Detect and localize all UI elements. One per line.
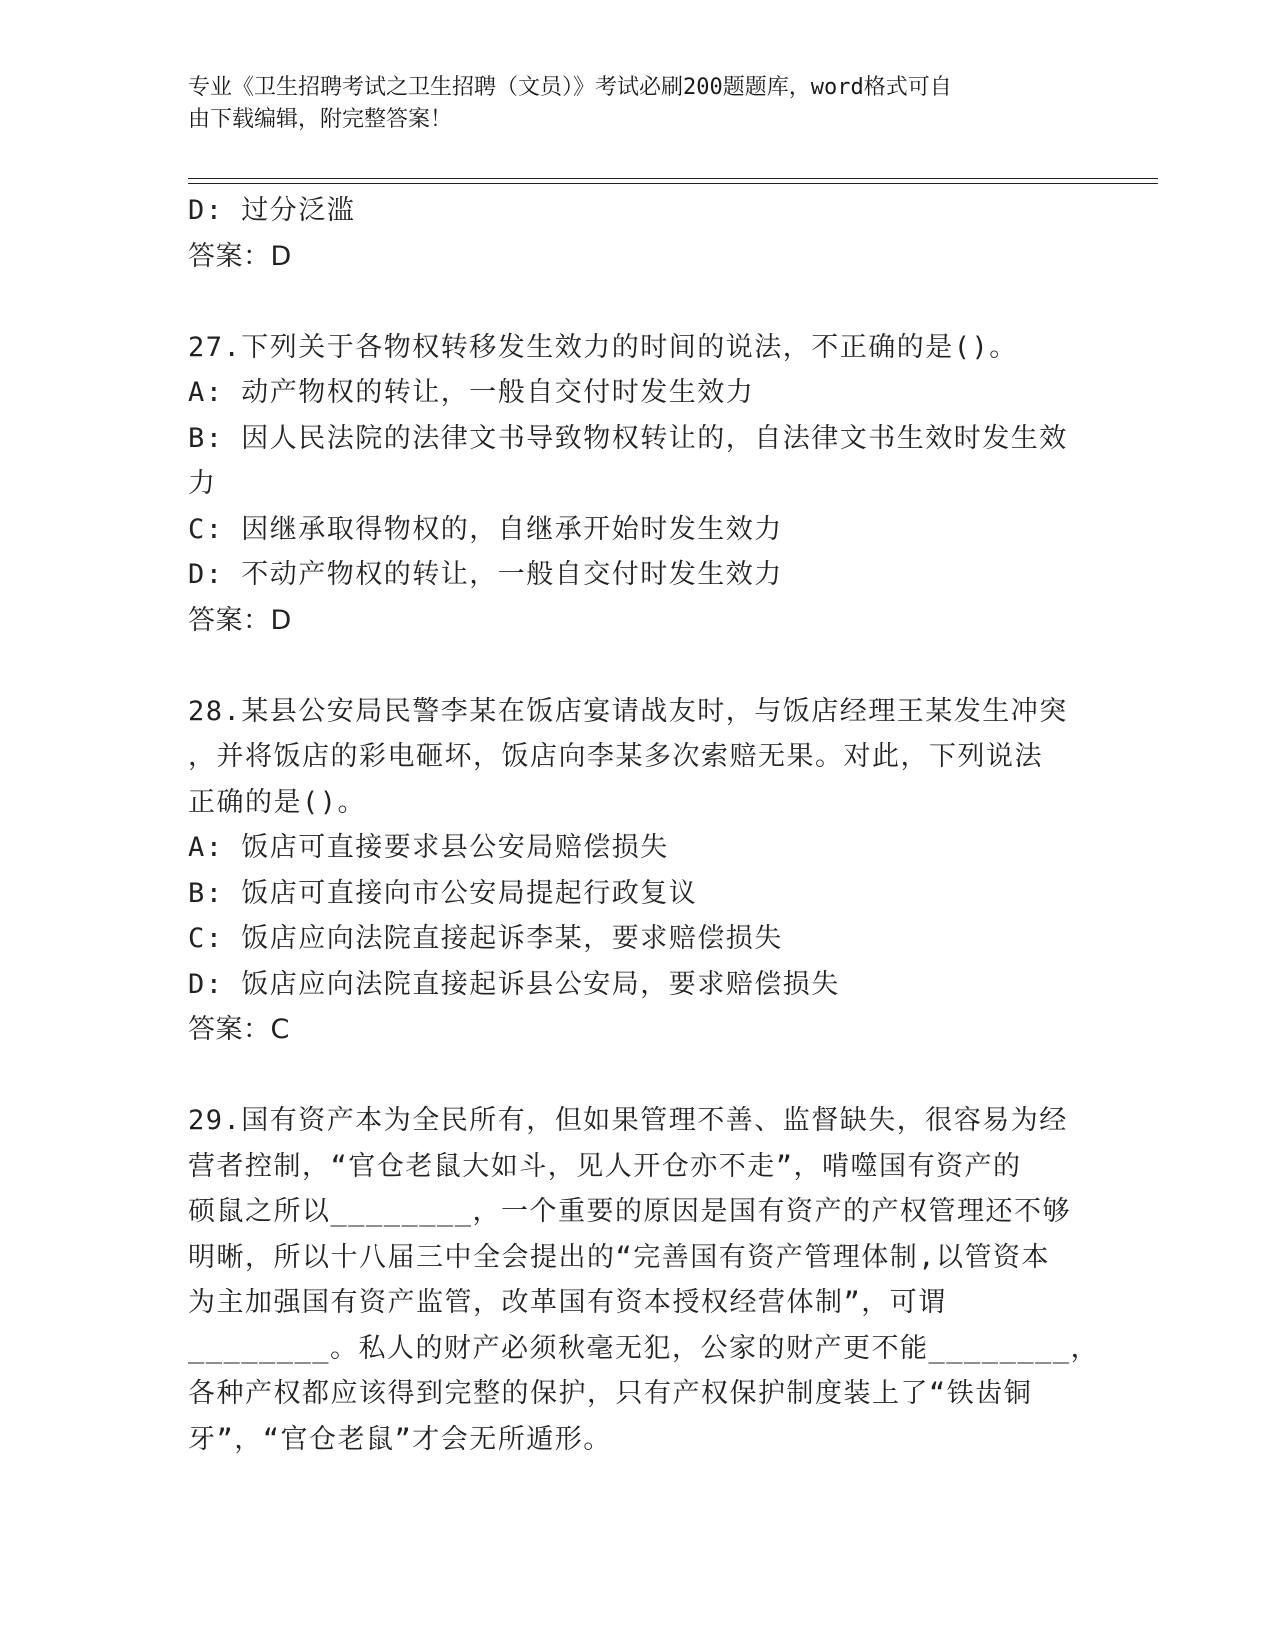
q27-option-c: C: 因继承取得物权的，自继承开始时发生效力	[188, 513, 783, 545]
spacer	[188, 1053, 1083, 1099]
q27-option-a: A: 动产物权的转让，一般自交付时发生效力	[188, 377, 755, 408]
page-header	[188, 72, 1068, 136]
q29-stem-line-3: 硕鼠之所以________，一个重要的原因是国有资产的产权管理还不够	[188, 1196, 1072, 1227]
q28-option-a: A: 饭店可直接要求县公安局赔偿损失	[188, 832, 669, 863]
q28-stem-line-2: ，并将饭店的彩电砸坏，饭店向李某多次索赔无果。对此，下列说法	[188, 741, 1043, 772]
question-list	[188, 188, 1100, 1462]
q29-stem-line-7: 各种产权都应该得到完整的保护，只有产权保护制度装上了“铁齿铜	[188, 1378, 1033, 1409]
q27-stem: 27.下列关于各物权转移发生效力的时间的说法，不正确的是()。	[188, 331, 1018, 363]
q27-answer: 答案：D	[188, 604, 292, 636]
header-divider-bottom	[188, 183, 1158, 184]
q29-stem-line-2: 营者控制，“官仓老鼠大如斗，见人开仓亦不走”，啃噬国有资产的	[188, 1150, 1022, 1182]
question-28	[188, 689, 1083, 1053]
q28-answer: 答案：C	[188, 1014, 290, 1045]
spacer	[188, 643, 1083, 689]
q28-option-b: B: 饭店可直接向市公安局提起行政复议	[188, 877, 698, 909]
q27-option-b-line-1: B: 因人民法院的法律文书导致物权转让的，自法律文书生效时发生效	[188, 422, 1068, 454]
q28-stem-line-3: 正确的是()。	[188, 786, 367, 818]
q28-option-c: C: 饭店应向法院直接起诉李某，要求赔偿损失	[188, 923, 783, 954]
header-line-2: 由下载编辑，附完整答案！	[188, 107, 453, 132]
q27-option-b-line-2: 力	[188, 468, 217, 499]
q29-stem-line-6: ________。私人的财产必须秋毫无犯，公家的财产更不能________，	[188, 1332, 1100, 1364]
header-divider-top	[188, 178, 1158, 179]
q29-stem-line-1: 29.国有资产本为全民所有，但如果管理不善、监督缺失，很容易为经	[188, 1105, 1068, 1136]
q29-stem-line-4: 明晰，所以十八届三中全会提出的“完善国有资产管理体制,以管资本	[188, 1241, 1051, 1273]
q29-stem-line-5: 为主加强国有资产监管，改革国有资本授权经营体制”，可谓	[188, 1287, 947, 1318]
prev-answer: 答案：D	[188, 240, 292, 272]
header-line-1: 专业《卫生招聘考试之卫生招聘（文员）》考试必刷200题题库，word格式可自	[188, 75, 952, 100]
q28-stem-line-1: 28.某县公安局民警李某在饭店宴请战友时，与饭店经理王某发生冲突	[188, 695, 1068, 727]
question-27	[188, 325, 1083, 644]
q27-option-d: D: 不动产物权的转让，一般自交付时发生效力	[188, 559, 783, 590]
q29-stem-line-8: 牙”，“官仓老鼠”才会无所遁形。	[188, 1423, 612, 1455]
prev-option-d: D: 过分泛滥	[188, 195, 356, 226]
spacer	[188, 279, 1083, 325]
question-29	[188, 1098, 1100, 1462]
q28-option-d: D: 饭店应向法院直接起诉县公安局，要求赔偿损失	[188, 968, 840, 1000]
